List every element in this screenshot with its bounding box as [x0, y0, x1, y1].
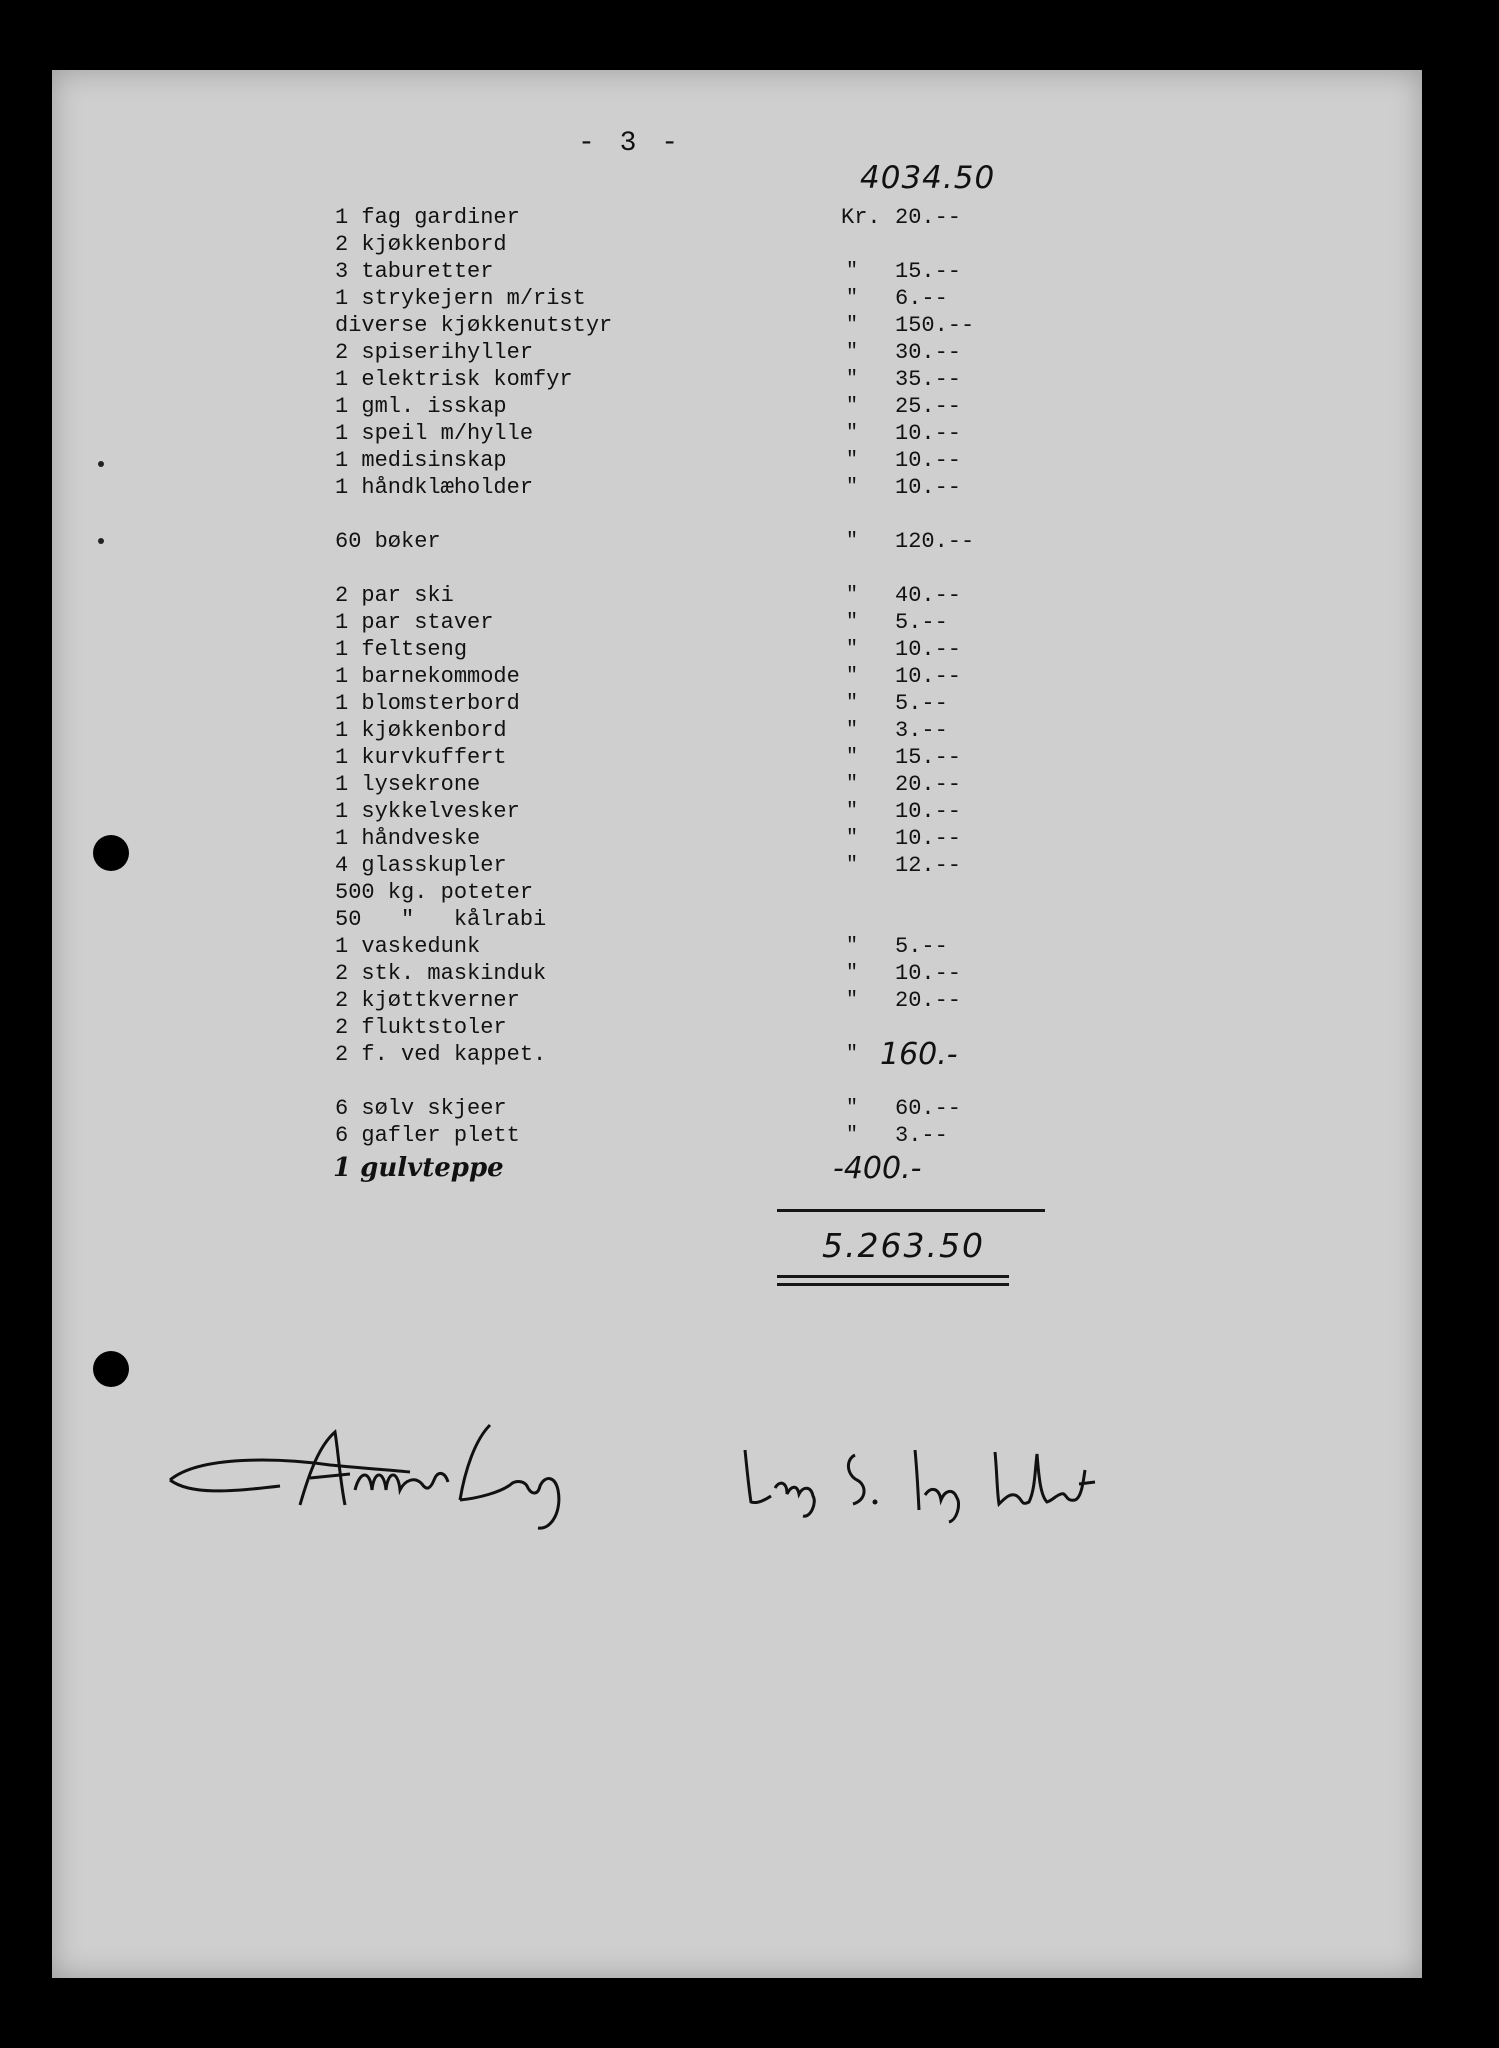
item-description: 1 kurvkuffert — [335, 745, 507, 770]
item-description: 1 speil m/hylle — [335, 421, 534, 446]
item-amount: 10.-- — [895, 421, 962, 446]
inventory-row — [0, 609, 1499, 636]
inventory-row — [0, 528, 1499, 555]
inventory-row — [0, 1037, 1499, 1072]
inventory-row — [0, 474, 1499, 501]
inventory-row — [0, 393, 1499, 420]
carried-forward-amount: 4034.50 — [860, 160, 996, 196]
ditto-mark: " — [845, 692, 858, 715]
ditto-mark: " — [845, 665, 858, 688]
item-description: 1 håndklæholder — [335, 475, 534, 500]
inventory-row — [0, 258, 1499, 285]
item-amount: 5.-- — [895, 610, 948, 635]
inventory-row — [0, 231, 1499, 258]
ditto-mark: " — [845, 1043, 858, 1066]
currency-label: Kr. — [841, 205, 881, 230]
item-amount: 10.-- — [895, 826, 962, 851]
ditto-mark: " — [845, 1097, 858, 1120]
item-description: 2 spiserihyller — [335, 340, 534, 365]
item-description: 1 vaskedunk — [335, 934, 481, 959]
inventory-row — [0, 1014, 1499, 1041]
item-description: 60 bøker — [335, 529, 441, 554]
item-amount: 25.-- — [895, 394, 962, 419]
inventory-row — [0, 690, 1499, 717]
inventory-row — [0, 906, 1499, 933]
total-double-rule — [777, 1275, 1009, 1278]
item-description: 1 lysekrone — [335, 772, 481, 797]
inventory-row — [0, 420, 1499, 447]
ditto-mark: " — [845, 962, 858, 985]
ditto-mark: " — [845, 530, 858, 553]
item-description: 1 blomsterbord — [335, 691, 520, 716]
inventory-row — [0, 582, 1499, 609]
item-description: 1 feltseng — [335, 637, 468, 662]
ditto-mark: " — [845, 584, 858, 607]
item-amount: 6.-- — [895, 286, 948, 311]
ditto-mark: " — [845, 935, 858, 958]
item-amount: 20.-- — [895, 772, 962, 797]
item-amount: 120.-- — [895, 529, 975, 554]
item-amount: 40.-- — [895, 583, 962, 608]
item-amount: 10.-- — [895, 637, 962, 662]
item-description: 1 kjøkkenbord — [335, 718, 507, 743]
item-amount: 150.-- — [895, 313, 975, 338]
item-description: 2 f. ved kappet. — [335, 1042, 547, 1067]
inventory-row — [0, 366, 1499, 393]
ditto-mark: " — [845, 287, 858, 310]
ditto-mark: " — [845, 260, 858, 283]
inventory-row — [0, 987, 1499, 1014]
item-description: 1 strykejern m/rist — [335, 286, 586, 311]
inventory-row — [0, 744, 1499, 771]
item-description: 3 taburetter — [335, 259, 494, 284]
item-description: 1 gml. isskap — [335, 394, 507, 419]
item-description: 2 fluktstoler — [335, 1015, 507, 1040]
ditto-mark: " — [845, 449, 858, 472]
inventory-row — [0, 852, 1499, 879]
item-description: 1 par staver — [335, 610, 494, 635]
inventory-row — [0, 825, 1499, 852]
item-amount: 10.-- — [895, 961, 962, 986]
signature-1 — [160, 1410, 660, 1540]
item-amount: 20.-- — [895, 205, 962, 230]
ditto-mark: " — [845, 611, 858, 634]
item-amount: 35.-- — [895, 367, 962, 392]
inventory-row — [0, 960, 1499, 987]
page-number: - 3 - — [578, 128, 683, 159]
item-amount: 3.-- — [895, 718, 948, 743]
inventory-row — [0, 1095, 1499, 1122]
inventory-row — [0, 933, 1499, 960]
sum-rule — [777, 1209, 1045, 1212]
item-description: 1 barnekommode — [335, 664, 520, 689]
item-description: 2 kjøkkenbord — [335, 232, 507, 257]
item-amount: 20.-- — [895, 988, 962, 1013]
item-amount: 10.-- — [895, 448, 962, 473]
inventory-row — [0, 285, 1499, 312]
ditto-mark: " — [845, 719, 858, 742]
item-description: 2 par ski — [335, 583, 454, 608]
item-amount: 15.-- — [895, 745, 962, 770]
item-amount: 60.-- — [895, 1096, 962, 1121]
item-description: diverse kjøkkenutstyr — [335, 313, 613, 338]
item-amount: 5.-- — [895, 691, 948, 716]
item-description: 4 glasskupler — [335, 853, 507, 878]
item-description: 1 medisinskap — [335, 448, 507, 473]
item-description: 2 stk. maskinduk — [335, 961, 547, 986]
item-amount: 3.-- — [895, 1123, 948, 1148]
ditto-mark: " — [845, 638, 858, 661]
total-amount: 5.263.50 — [822, 1226, 985, 1265]
item-amount: 10.-- — [895, 664, 962, 689]
item-description: 50 " kålrabi — [335, 907, 547, 932]
item-description: 1 fag gardiner — [335, 205, 520, 230]
ditto-mark: " — [845, 341, 858, 364]
inventory-row — [0, 204, 1499, 231]
ditto-mark: " — [845, 989, 858, 1012]
inventory-row — [0, 636, 1499, 663]
total-double-rule — [777, 1283, 1009, 1286]
item-amount: 10.-- — [895, 475, 962, 500]
item-description: 500 kg. poteter — [335, 880, 534, 905]
ditto-mark: " — [845, 395, 858, 418]
item-description: 2 kjøttkverner — [335, 988, 520, 1013]
inventory-row — [0, 312, 1499, 339]
item-description: 1 elektrisk komfyr — [335, 367, 573, 392]
inventory-row — [0, 663, 1499, 690]
item-amount: -400.- — [833, 1151, 922, 1186]
item-description: 6 gafler plett — [335, 1123, 520, 1148]
ditto-mark: " — [845, 827, 858, 850]
item-description: 1 sykkelvesker — [335, 799, 520, 824]
ditto-mark: " — [845, 773, 858, 796]
signature-2 — [735, 1440, 1175, 1530]
item-amount: 5.-- — [895, 934, 948, 959]
ditto-mark: " — [845, 368, 858, 391]
inventory-row — [0, 717, 1499, 744]
item-amount: 160.- — [880, 1037, 958, 1072]
inventory-row — [0, 798, 1499, 825]
ditto-mark: " — [845, 476, 858, 499]
ditto-mark: " — [845, 746, 858, 769]
ditto-mark: " — [845, 1124, 858, 1147]
item-description: 1 gulvteppe — [333, 1153, 504, 1183]
ditto-mark: " — [845, 800, 858, 823]
ditto-mark: " — [845, 422, 858, 445]
inventory-row — [0, 1151, 1499, 1186]
ditto-mark: " — [845, 854, 858, 877]
item-amount: 30.-- — [895, 340, 962, 365]
punch-hole — [93, 1351, 129, 1387]
inventory-row — [0, 339, 1499, 366]
item-amount: 15.-- — [895, 259, 962, 284]
inventory-row — [0, 1122, 1499, 1149]
inventory-row — [0, 447, 1499, 474]
inventory-row — [0, 879, 1499, 906]
item-amount: 12.-- — [895, 853, 962, 878]
item-amount: 10.-- — [895, 799, 962, 824]
inventory-row — [0, 771, 1499, 798]
ditto-mark: " — [845, 314, 858, 337]
item-description: 1 håndveske — [335, 826, 481, 851]
item-description: 6 sølv skjeer — [335, 1096, 507, 1121]
